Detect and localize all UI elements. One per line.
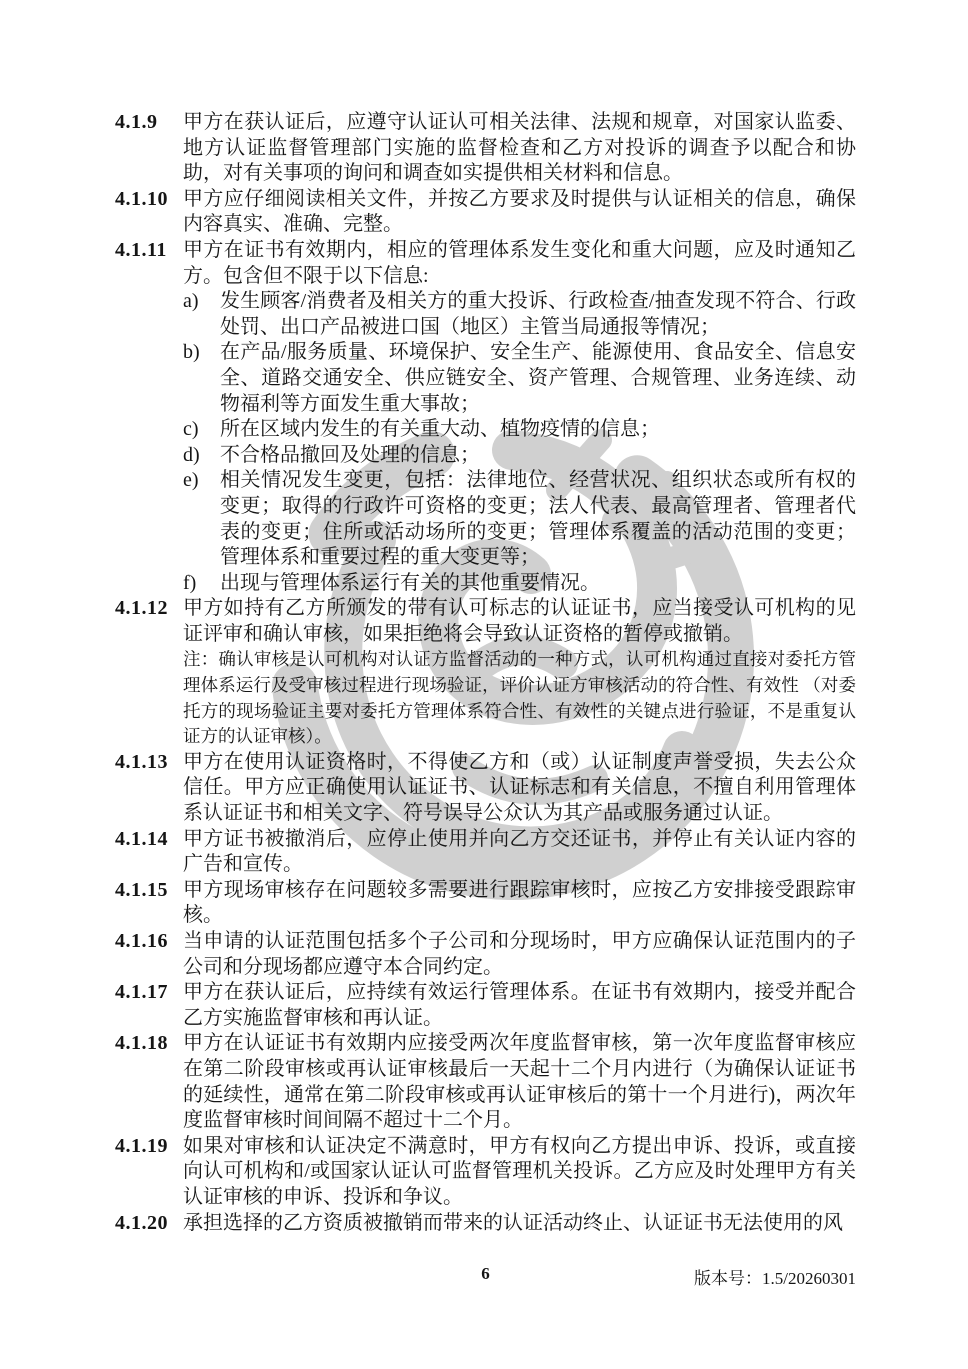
page-number: 6 <box>481 1264 490 1283</box>
clause-4-1-11 <box>115 238 856 289</box>
version-label: 版本号：1.5/20260301 <box>694 1269 856 1288</box>
page-footer <box>115 1264 856 1290</box>
clause-4-1-19 <box>115 1134 856 1211</box>
clause-text: 甲方在获认证后，应遵守认证认可相关法律、法规和规章，对国家认监委、地方认证监督管理部门实施的监督检查和乙方对投诉的调查予以配合和协助，对有关事项的询问和调查如实提供相关材料和信息。 <box>183 111 856 185</box>
clause-text: 当申请的认证范围包括多个子公司和分现场时，甲方应确保认证范围内的子公司和分现场都应遵守本合同约定。 <box>183 930 856 978</box>
clause-number: 4.1.11 <box>115 238 167 261</box>
list-item-c <box>183 417 856 443</box>
list-item-a <box>183 289 856 340</box>
clause-number: 4.1.18 <box>115 1032 168 1055</box>
list-item-text: 所在区域内发生的有关重大动、植物疫情的信息； <box>220 418 660 441</box>
clause-text: 甲方在认证证书有效期内应接受两次年度监督审核，第一次年度监督审核应在第二阶段审核或再认证审核最后一天起十二个月内进行（为确保认证证书的延续性，通常在第二阶段审核或再认证审核后的第十一个月进行)，两次年度监督审核时间间隔不超过十二个月。 <box>183 1032 856 1132</box>
clause-number: 4.1.9 <box>115 111 158 133</box>
clause-text: 承担选择的乙方资质被撤销而带来的认证活动终止、认证证书无法使用的风 <box>183 1211 843 1234</box>
contract-clause-list <box>115 110 856 1236</box>
list-item-f <box>183 571 856 597</box>
list-item-letter: d) <box>183 443 200 466</box>
clause-text: 甲方在获认证后，应持续有效运行管理体系。在证书有效期内，接受并配合乙方实施监督审核和再认证。 <box>183 981 856 1029</box>
clause-number: 4.1.14 <box>115 827 168 850</box>
clause-4-1-12-note: 注：确认审核是认可机构对认证方监督活动的一种方式，认可机构通过直接对委托方管理体系运行及受审核过程进行现场验证，评价认证方审核活动的符合性、有效性 （对委托方的现场验证主要对委托方管理体系符合性、有效性的关键点进行验证，不是重复认证方的认证审核）。 <box>183 649 856 747</box>
list-item-text: 相关情况发生变更，包括：法律地位、经营状况、组织状态或所有权的变更；取得的行政许可资格的变更；法人代表、最高管理者、管理者代表的变更；住所或活动场所的变更；管理体系覆盖的活动范围的变更；管理体系和重要过程的重大变更等； <box>220 469 856 569</box>
clause-4-1-14 <box>115 827 856 878</box>
clause-text: 甲方在使用认证资格时，不得使乙方和（或）认证制度声誉受损，失去公众信任。甲方应正确使用认证证书、认证标志和有关信息，不擅自利用管理体系认证证书和相关文字、符号误导公众认为其产品或服务通过认证。 <box>183 750 856 825</box>
clause-4-1-16 <box>115 929 856 980</box>
clause-number: 4.1.16 <box>115 930 168 952</box>
clause-4-1-13 <box>115 750 856 827</box>
list-item-text: 发生顾客/消费者及相关方的重大投诉、行政检查/抽查发现不符合、行政处罚、出口产品被进口国（地区）主管当局通报等情况； <box>220 290 856 338</box>
clause-number: 4.1.10 <box>115 187 168 210</box>
list-item-b <box>183 340 856 417</box>
clause-text: 甲方证书被撤消后，应停止使用并向乙方交还证书，并停止有关认证内容的广告和宣传。 <box>183 827 856 876</box>
clause-number: 4.1.17 <box>115 981 168 1004</box>
clause-4-1-9 <box>115 110 856 187</box>
clause-text: 甲方在证书有效期内，相应的管理体系发生变化和重大问题，应及时通知乙方。包含但不限于以下信息: <box>183 238 856 287</box>
clause-number: 4.1.19 <box>115 1134 168 1157</box>
list-item-e <box>183 468 856 570</box>
clause-text: 甲方如持有乙方所颁发的带有认可标志的认证证书，应当接受认可机构的见证评审和确认审核，如果拒绝将会导致认证资格的暂停或撤销。 <box>183 597 856 645</box>
clause-4-1-11-subitems <box>183 289 856 596</box>
clause-4-1-18 <box>115 1031 856 1133</box>
list-item-letter: c) <box>183 418 199 441</box>
list-item-d <box>183 443 856 469</box>
clause-number: 4.1.15 <box>115 878 168 901</box>
clause-text: 甲方应仔细阅读相关文件，并按乙方要求及时提供与认证相关的信息，确保内容真实、准确、完整。 <box>183 187 856 236</box>
clause-text: 甲方现场审核存在问题较多需要进行跟踪审核时，应按乙方安排接受跟踪审核。 <box>183 878 856 927</box>
clause-4-1-17 <box>115 980 856 1031</box>
list-item-text: 出现与管理体系运行有关的其他重要情况。 <box>220 571 600 594</box>
clause-text: 如果对审核和认证决定不满意时，甲方有权向乙方提出申诉、投诉，或直接向认可机构和/或国家认证认可监督管理机关投诉。乙方应及时处理甲方有关认证审核的申诉、投诉和争议。 <box>183 1134 856 1208</box>
list-item-letter: e) <box>183 469 199 492</box>
clause-number: 4.1.13 <box>115 750 168 773</box>
clause-4-1-15 <box>115 878 856 929</box>
list-item-letter: b) <box>183 341 200 364</box>
clause-4-1-20 <box>115 1211 856 1237</box>
clause-4-1-12 <box>115 596 856 647</box>
list-item-letter: a) <box>183 290 199 313</box>
clause-number: 4.1.12 <box>115 597 168 620</box>
list-item-letter: f) <box>183 571 197 594</box>
list-item-text: 在产品/服务质量、环境保护、安全生产、能源使用、食品安全、信息安全、道路交通安全、供应链安全、资产管理、合规管理、业务连续、动物福利等方面发生重大事故； <box>220 341 856 415</box>
clause-4-1-10 <box>115 187 856 238</box>
list-item-text: 不合格品撤回及处理的信息； <box>220 443 480 466</box>
clause-number: 4.1.20 <box>115 1211 168 1234</box>
